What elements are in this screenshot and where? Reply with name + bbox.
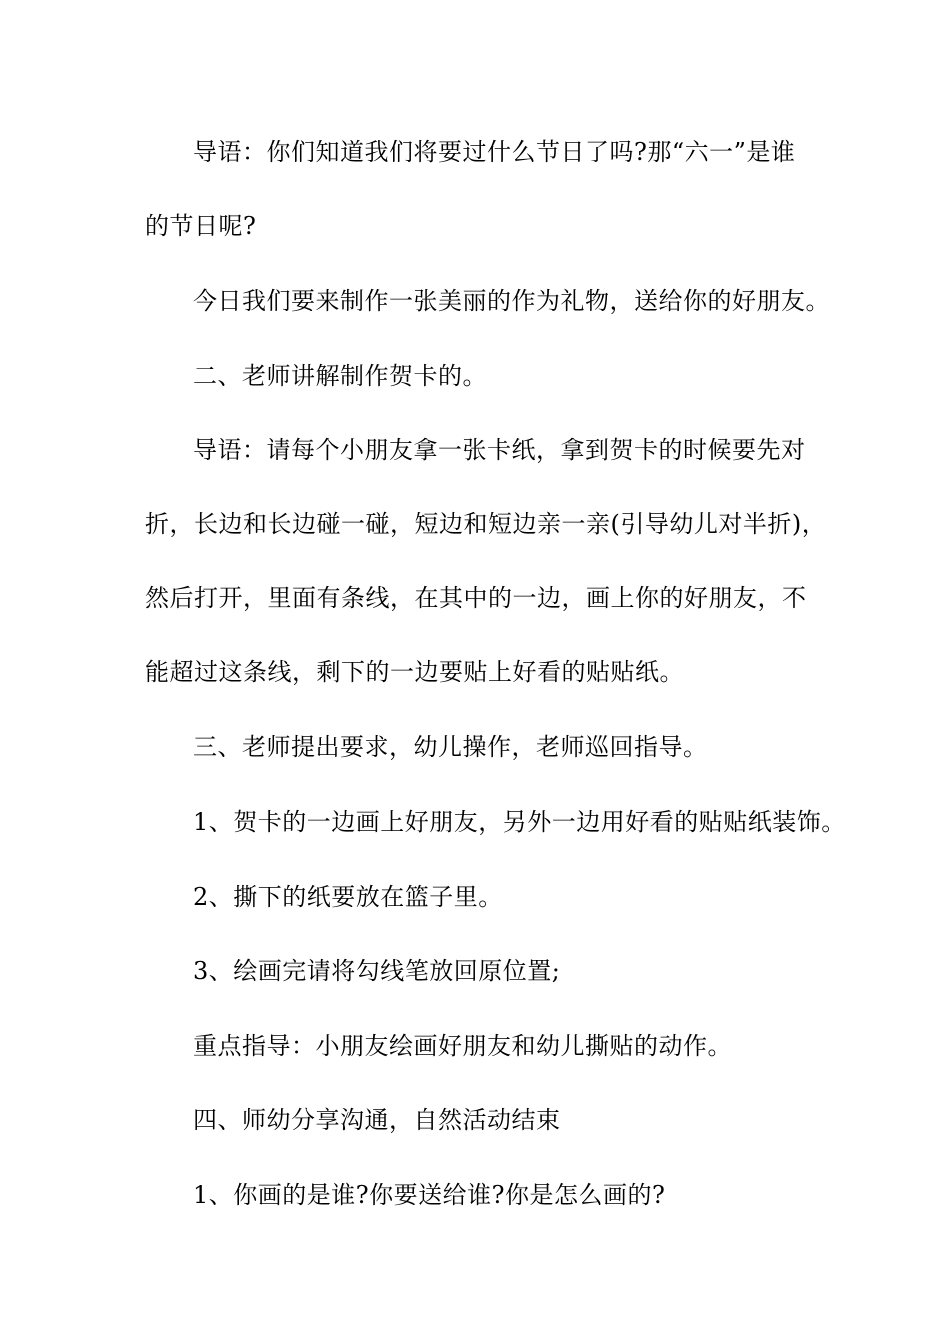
text-line: 折，长边和长边碰一碰，短边和短边亲一亲(引导幼儿对半折)， (145, 510, 827, 538)
list-item: 2、撕下的纸要放在篮子里。 (193, 883, 503, 911)
text-line: 导语：请每个小朋友拿一张卡纸，拿到贺卡的时候要先对 (193, 436, 806, 464)
text-line: 的节日呢? (145, 212, 257, 240)
list-item: 1、你画的是谁?你要送给谁?你是怎么画的? (193, 1181, 666, 1209)
text-line: 重点指导：小朋友绘画好朋友和幼儿撕贴的动作。 (193, 1032, 732, 1060)
section-heading: 三、老师提出要求，幼儿操作，老师巡回指导。 (193, 733, 708, 761)
list-item: 1、贺卡的一边画上好朋友，另外一边用好看的贴贴纸装饰。 (193, 808, 846, 836)
text-line: 导语：你们知道我们将要过什么节日了吗?那“六一”是谁 (193, 138, 796, 166)
list-item: 3、绘画完请将勾线笔放回原位置; (193, 957, 561, 985)
section-heading: 二、老师讲解制作贺卡的。 (193, 362, 487, 390)
section-heading: 四、师幼分享沟通，自然活动结束 (193, 1106, 561, 1134)
text-line: 能超过这条线，剩下的一边要贴上好看的贴贴纸。 (145, 658, 684, 686)
text-line: 今日我们要来制作一张美丽的作为礼物，送给你的好朋友。 (193, 287, 830, 315)
text-line: 然后打开，里面有条线，在其中的一边，画上你的好朋友，不 (145, 584, 807, 612)
